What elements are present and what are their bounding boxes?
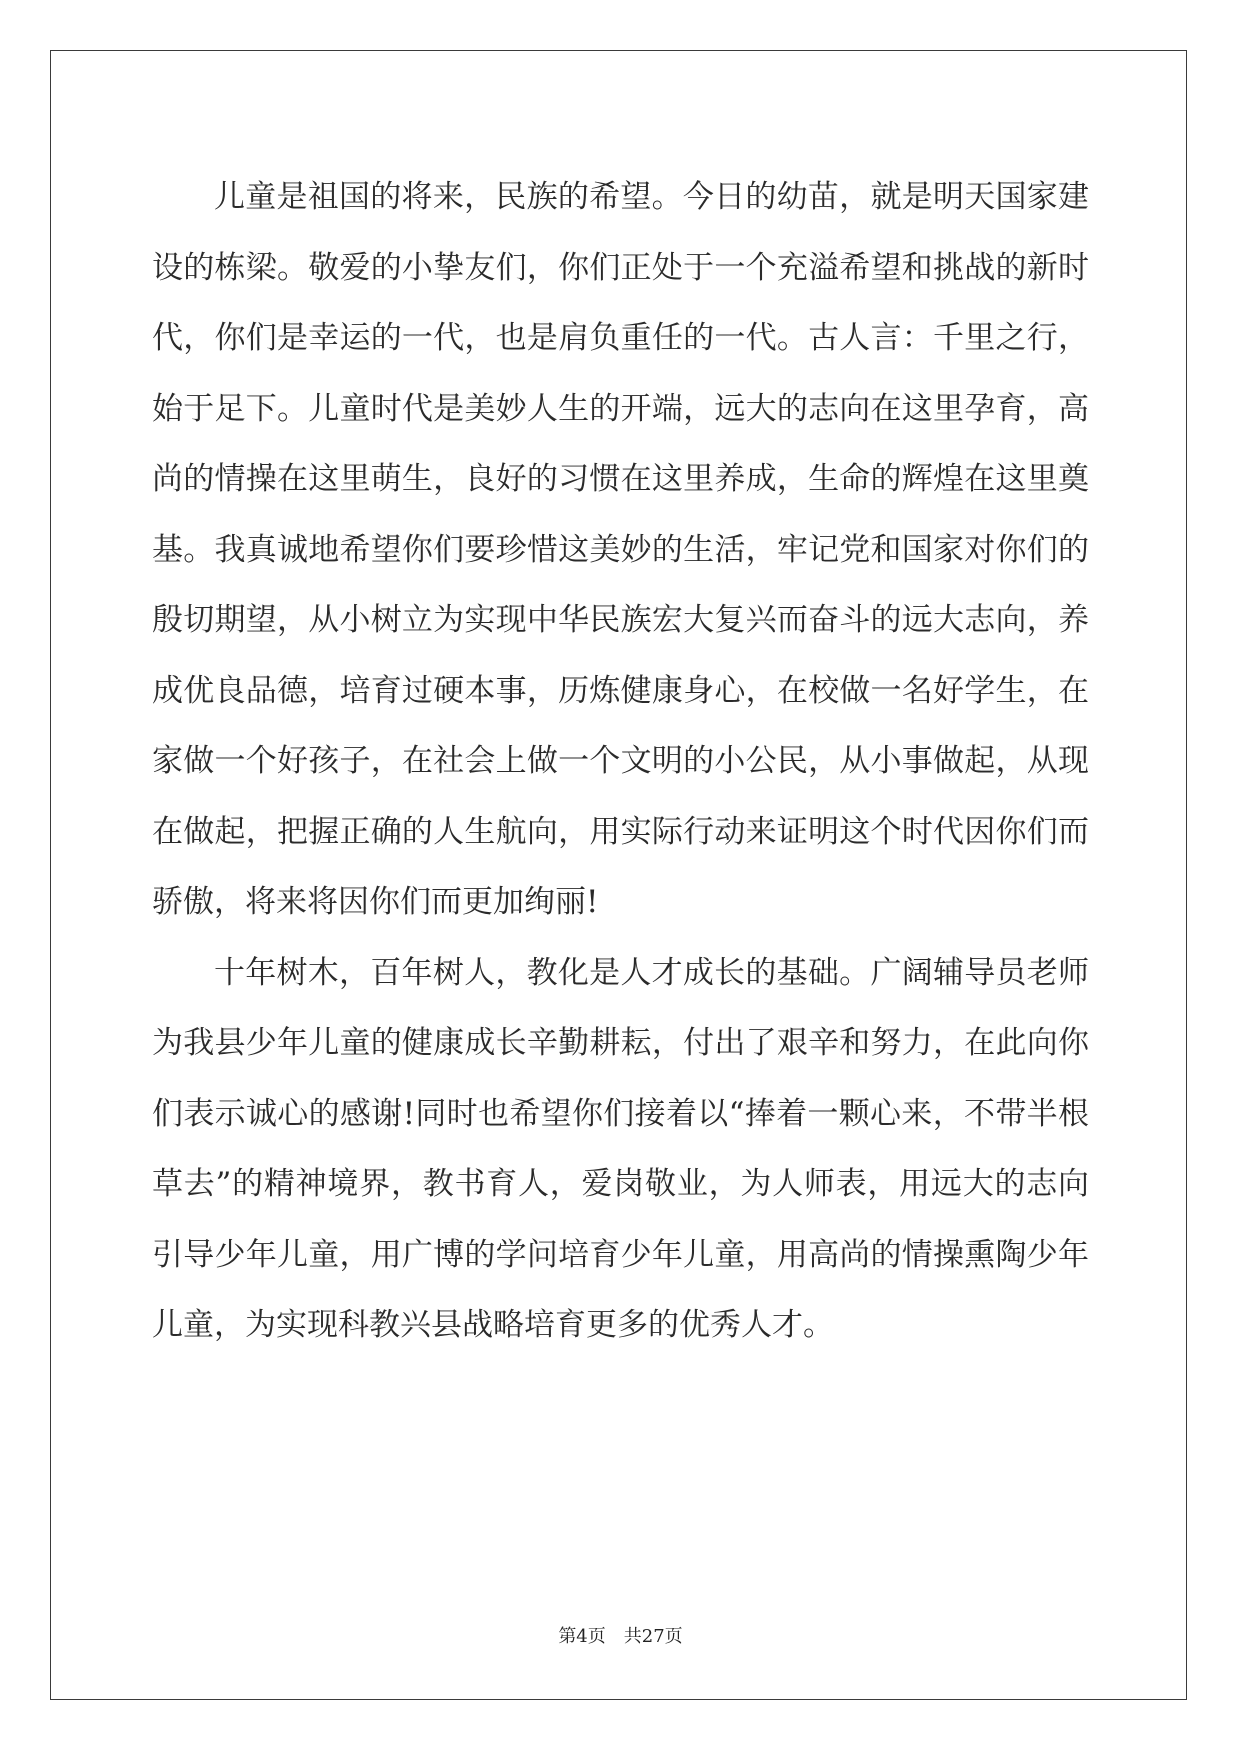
- total-page-count: 共27页: [623, 1626, 683, 1647]
- page-footer: [0, 1622, 1241, 1648]
- document-body: [152, 162, 1089, 1361]
- paragraph-2: 十年树木，百年树人，教化是人才成长的基础。广阔辅导员老师为我县少年儿童的健康成长辛勤耕耘，付出了艰辛和努力，在此向你们表示诚心的感谢!同时也希望你们接着以“捧着一颗心来，不带半根草去”的精神境界，教书育人，爱岗敬业，为人师表，用远大的志向引导少年儿童，用广博的学问培育少年儿童，用高尚的情操熏陶少年儿童，为实现科教兴县战略培育更多的优秀人才。: [152, 954, 1089, 1343]
- paragraph-1: 儿童是祖国的将来，民族的希望。今日的幼苗，就是明天国家建设的栋梁。敬爱的小挚友们，你们正处于一个充溢希望和挑战的新时代，你们是幸运的一代，也是肩负重任的一代。古人言：千里之行，始于足下。儿童时代是美妙人生的开端，远大的志向在这里孕育，高尚的情操在这里萌生，良好的习惯在这里养成，生命的辉煌在这里奠基。我真诚地希望你们要珍惜这美妙的生活，牢记党和国家对你们的殷切期望，从小树立为实现中华民族宏大复兴而奋斗的远大志向，养成优良品德，培育过硬本事，历炼健康身心，在校做一名好学生，在家做一个好孩子，在社会上做一个文明的小公民，从小事做起，从现在做起，把握正确的人生航向，用实际行动来证明这个时代因你们而骄傲，将来将因你们而更加绚丽!: [152, 179, 1089, 920]
- current-page-number: 第4页: [558, 1626, 606, 1647]
